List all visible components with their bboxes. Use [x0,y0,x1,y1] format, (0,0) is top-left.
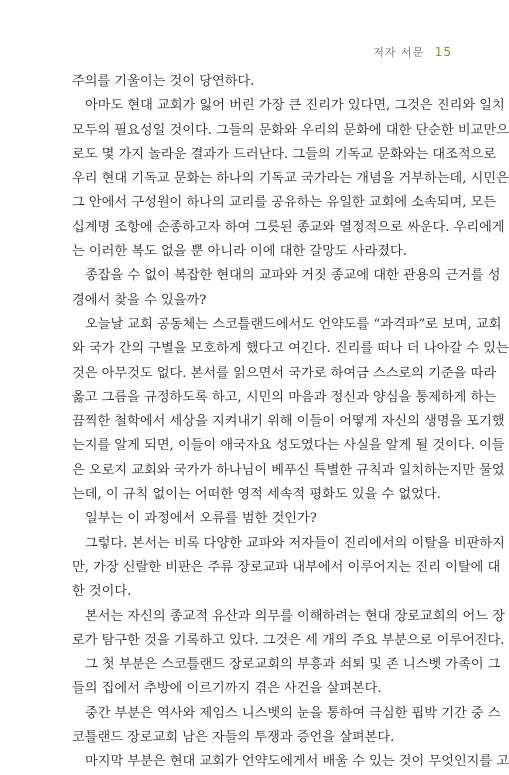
text-line: 만, 가장 신랄한 비판은 주류 장로교파 내부에서 이루어지는 진리 이탈에 대 [72,559,501,575]
text-line: 한 것이다. [72,584,132,600]
running-head [373,44,452,60]
text-line: 종잡을 수 없이 복잡한 현대의 교파와 거짓 종교에 대한 관용의 근거를 성 [85,268,501,284]
text-line: 코틀랜드 장로교회 남은 자들의 투쟁과 증언을 살펴본다. [72,730,395,746]
text-line: 는데, 이 규칙 없이는 어떠한 영적 세속적 평화도 있을 수 없었다. [72,487,441,503]
text-line: 일부는 이 과정에서 오류를 범한 것인가? [85,511,317,527]
text-line: 는 이러한 복도 없을 뿐 아니라 이에 대한 갈망도 사라졌다. [72,244,407,260]
text-line: 중간 부분은 역사와 제임스 니스벳의 눈을 통하여 극심한 핍박 기간 중 스 [85,705,501,721]
text-line: 본서는 자신의 종교적 유산과 의무를 이해하려는 현대 장로교회의 어느 장 [85,608,505,624]
text-line: 로도 몇 가지 놀라운 결과가 드러난다. 그들의 기독교 문화와는 대조적으로 [72,146,497,162]
text-line: 모두의 필요성일 것이다. 그들의 문화와 우리의 문화에 대한 단순한 비교만으 [72,122,509,138]
text-line: 주의를 기울이는 것이 당연하다. [72,74,255,89]
text-line: 우리 현대 기독교 문화는 하나의 기독교 국가라는 개념을 거부하는데, 시민은 [72,171,509,187]
text-line: 마지막 부분은 현대 교회가 언약도에게서 배울 수 있는 것이 무엇인지를 고 [85,754,509,770]
text-line: 경에서 찾을 수 있을까? [72,292,207,308]
body-text [72,70,509,775]
text-line: 와 국가 간의 구별을 모호하게 했다고 여긴다. 진리를 떠나 더 나아갈 수 있는 [72,341,509,357]
text-line: 그렇다. 본서는 비록 다양한 교파와 저자들이 진리에서의 이탈을 비판하지 [85,535,505,551]
text-line: 들의 집에서 추방에 이르기까지 겪은 사건을 살펴본다. [72,681,382,697]
text-line: 아마도 현대 교회가 잃어 버린 가장 큰 진리가 있다면, 그것은 진리와 일치 [85,98,505,114]
text-line: 옳고 그름을 규정하도록 하고, 시민의 마음과 정신과 양심을 통제하게 하는 [72,389,497,405]
text-line: 는지를 알게 되면, 이들이 애국자요 성도였다는 사실을 알게 될 것이다. 이들 [72,438,505,454]
text-line: 것은 아무것도 없다. 본서를 읽으면서 국가로 하여금 스스로의 기준을 따라 [72,365,497,381]
text-line: 로가 탐구한 것을 기록하고 있다. 그것은 세 개의 주요 부분으로 이루어진다. [72,632,505,648]
page-number: 15 [434,45,452,59]
text-line: 끔찍한 철학에서 세상을 지켜내기 위해 이들이 어떻게 자신의 생명을 포기했 [72,414,505,430]
text-line: 그 첫 부분은 스코틀랜드 장로교회의 부흥과 쇠퇴 및 존 니스벳 가족이 그 [85,657,501,673]
text-line: 그 안에서 구성원이 하나의 교리를 공유하는 유일한 교회에 소속되며, 모든 [72,195,497,211]
running-head-section: 저자 서문 [373,46,425,59]
text-line: 은 오로지 교회와 국가가 하나님이 베푸신 특별한 규칙과 일치하는지만 물었 [72,462,505,478]
text-line: 오늘날 교회 공동체는 스코틀랜드에서도 언약도를 “과격파”로 보며, 교회 [85,316,502,332]
text-line: 십계명 조항에 순종하고자 하여 그릇된 종교와 열정적으로 싸운다. 우리에게 [72,219,505,235]
